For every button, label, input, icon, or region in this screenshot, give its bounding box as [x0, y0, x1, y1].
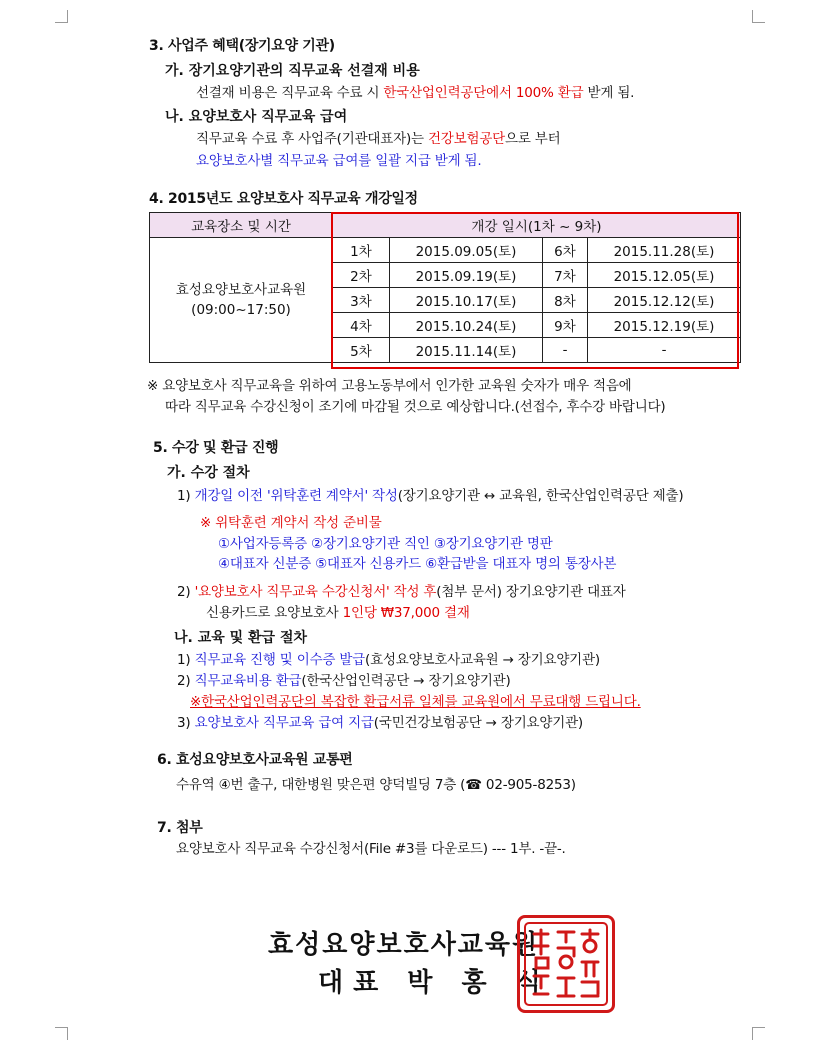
seal-stamp-icon	[520, 918, 612, 1010]
schedule-note-1: ※ 요양보호사 직무교육을 위하여 고용노동부에서 인가한 교육원 숫자가 매우 적음에	[147, 378, 632, 394]
refund-service-note: ※한국산업인력공단의 복잡한 환급서류 일체를 교육원에서 무료대행 드립니다.	[190, 694, 641, 710]
section-3b-text-1: 직무교육 수료 후 사업주(기관대표자)는 건강보험공단으로 부터	[196, 131, 561, 147]
date-cell: 2015.11.14(토)	[390, 338, 543, 363]
schedule-note-2: 따라 직무교육 수강신청이 조기에 마감될 것으로 예상합니다.(선접수, 후수강 바랍니다)	[165, 399, 666, 415]
prep-items-1: ①사업자등록증 ②장기요양기관 직인 ③장기요양기관 명판	[218, 536, 553, 552]
section-5a-title: 가. 수강 절차	[167, 465, 250, 481]
section-5-title: 5. 수강 및 환급 진행	[153, 440, 279, 456]
step-a2-line2: 신용카드로 요양보호사 1인당 ₩37,000 결재	[206, 605, 470, 621]
section-5b-title: 나. 교육 및 환급 절차	[174, 630, 308, 646]
date-cell: 2015.12.05(토)	[588, 263, 741, 288]
round-cell: 7차	[543, 263, 588, 288]
place-hours: (09:00~17:50)	[191, 302, 291, 318]
section-3a-title: 가. 장기요양기관의 직무교육 선결재 비용	[165, 63, 420, 79]
step-a1: 1) 개강일 이전 '위탁훈련 계약서' 작성(장기요양기관 ↔ 교육원, 한국산업인력공단 제출)	[177, 488, 684, 504]
corner-mark-top-left	[55, 10, 68, 23]
round-cell: 8차	[543, 288, 588, 313]
place-cell	[150, 238, 333, 363]
date-cell: 2015.12.12(토)	[588, 288, 741, 313]
round-cell: 6차	[543, 238, 588, 263]
corner-mark-bottom-left	[55, 1027, 68, 1040]
section-4-title: 4. 2015년도 요양보호사 직무교육 개강일정	[149, 191, 418, 207]
date-cell: 2015.10.24(토)	[390, 313, 543, 338]
prep-title: ※ 위탁훈련 계약서 작성 준비물	[200, 515, 382, 531]
corner-mark-bottom-right	[752, 1027, 765, 1040]
step-b2: 2) 직무교육비용 환급(한국산업인력공단 → 장기요양기관)	[177, 673, 511, 689]
section-3a-text: 선결재 비용은 직무교육 수료 시 한국산업인력공단에서 100% 환급 받게 됨.	[196, 85, 635, 101]
section-7-title: 7. 첨부	[157, 820, 203, 836]
step-b3: 3) 요양보호사 직무교육 급여 지급(국민건강보험공단 → 장기요양기관)	[177, 715, 583, 731]
date-cell: 2015.10.17(토)	[390, 288, 543, 313]
place-name: 효성요양보호사교육원	[175, 282, 307, 298]
date-cell: 2015.11.28(토)	[588, 238, 741, 263]
section-3b-title: 나. 요양보호사 직무교육 급여	[165, 109, 348, 125]
round-cell: 9차	[543, 313, 588, 338]
round-cell: 4차	[333, 313, 390, 338]
round-cell: 3차	[333, 288, 390, 313]
section-6-title: 6. 효성요양보호사교육원 교통편	[157, 752, 353, 768]
round-cell: 1차	[333, 238, 390, 263]
step-a2: 2) '요양보호사 직무교육 수강신청서' 작성 후(첨부 문서) 장기요양기관 대표자	[177, 584, 626, 600]
official-seal	[517, 915, 615, 1013]
round-cell: 5차	[333, 338, 390, 363]
round-cell: 2차	[333, 263, 390, 288]
org-name: 효성요양보호사교육원	[268, 930, 540, 960]
corner-mark-top-right	[752, 10, 765, 23]
date-cell: 2015.09.05(토)	[390, 238, 543, 263]
round-cell: -	[543, 338, 588, 363]
directions-text: 수유역 ④번 출구, 대한병원 맞은편 양덕빌딩 7층 (☎ 02-905-8253)	[176, 777, 576, 793]
date-cell: 2015.09.19(토)	[390, 263, 543, 288]
prep-items-2: ④대표자 신분증 ⑤대표자 신용카드 ⑥환급받을 대표자 명의 통장사본	[218, 556, 617, 572]
section-3-title: 3. 사업주 혜택(장기요양 기관)	[149, 38, 335, 54]
highlight-box	[331, 212, 739, 369]
date-cell: 2015.12.19(토)	[588, 313, 741, 338]
date-cell: -	[588, 338, 741, 363]
attachment-text: 요양보호사 직무교육 수강신청서(File #3를 다운로드) --- 1부. -끝-.	[176, 841, 566, 857]
section-3b-text-2: 요양보호사별 직무교육 급여를 일괄 지급 받게 됨.	[196, 153, 482, 169]
header-dates: 개강 일시(1차 ~ 9차)	[333, 213, 741, 238]
header-place: 교육장소 및 시간	[150, 213, 333, 238]
step-b1: 1) 직무교육 진행 및 이수증 발급(효성요양보호사교육원 → 장기요양기관)	[177, 652, 600, 668]
representative: 대표 박 홍 식	[318, 968, 551, 998]
